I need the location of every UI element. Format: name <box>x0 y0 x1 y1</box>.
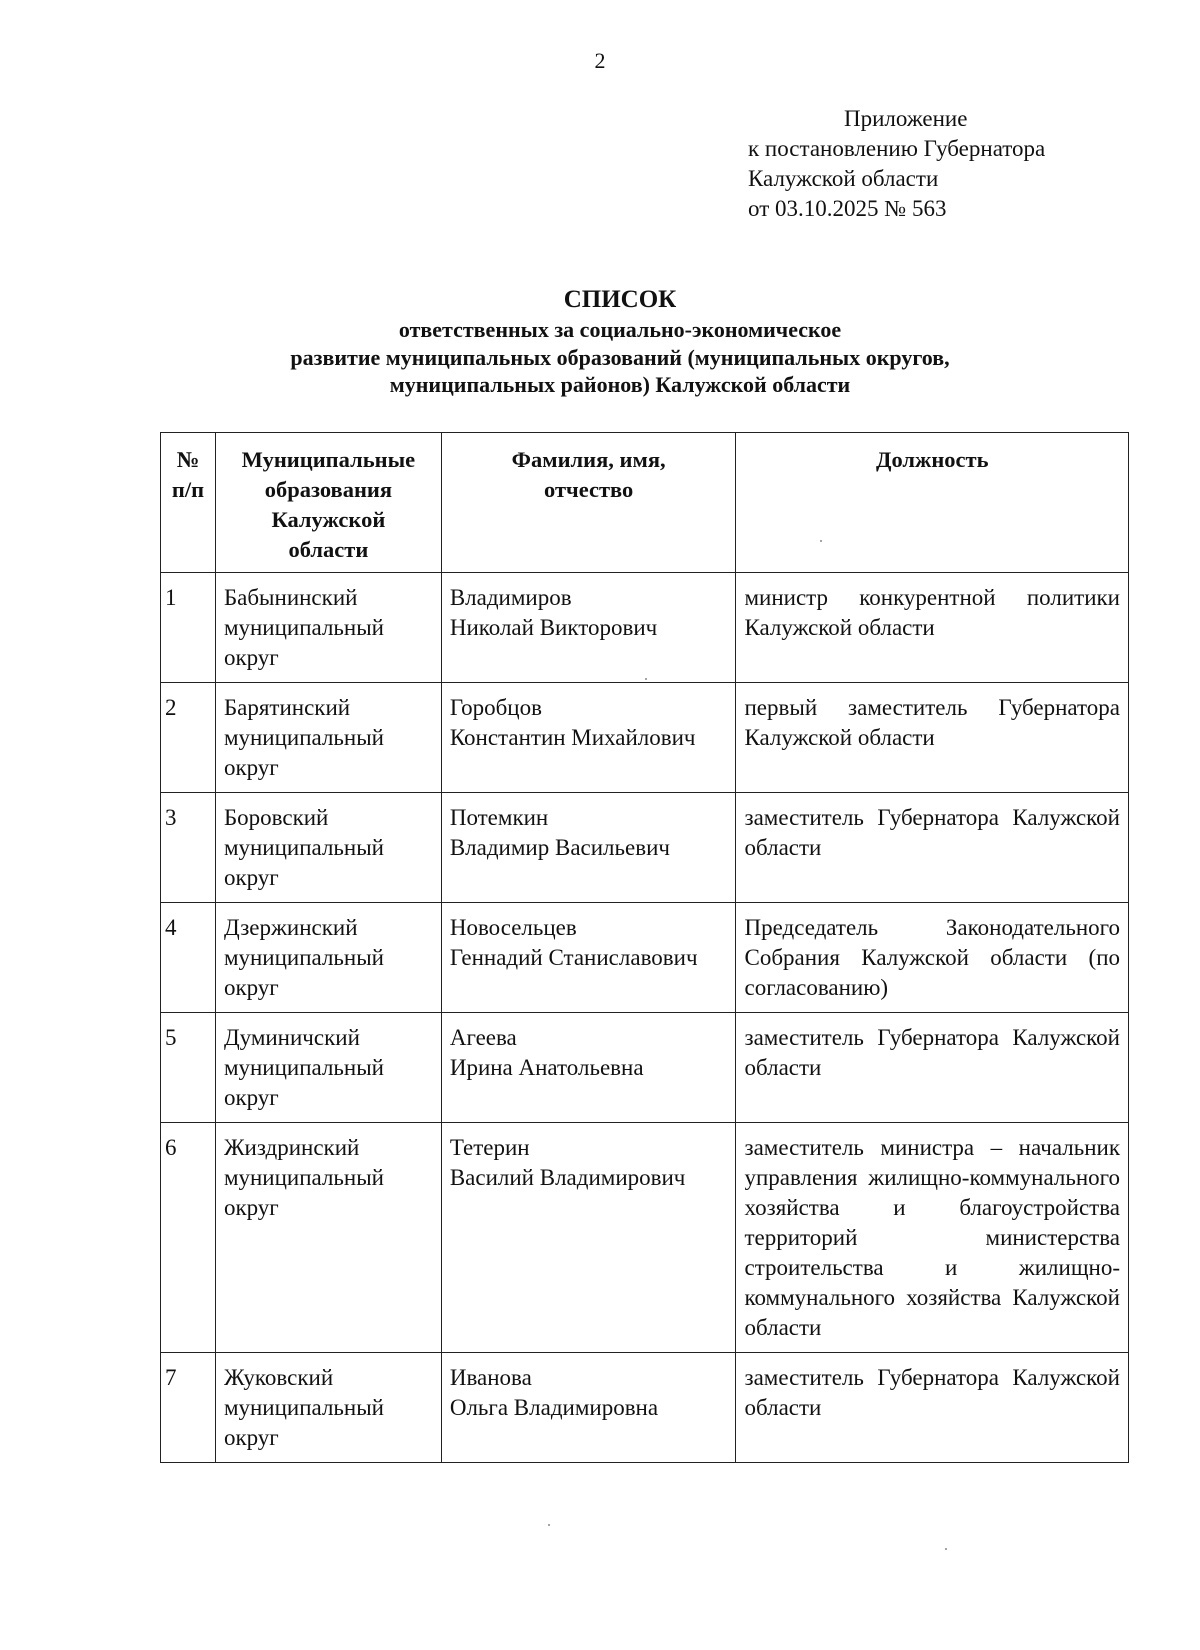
row-municipality: Жуковский муниципальный округ <box>215 1353 441 1463</box>
row-name: Владимиров Николай Викторович <box>441 573 736 683</box>
scan-speck <box>945 1548 947 1550</box>
row-municipality: Думиничский муниципальный округ <box>215 1013 441 1123</box>
row-position: министр конкурентной политики Калужской области <box>736 573 1129 683</box>
row-position: заместитель Губернатора Калужской области <box>736 1013 1129 1123</box>
row-position: заместитель министра – начальник управления жилищно-коммунального хозяйства и благоустройства территорий министерства строительства и жилищно-коммунального хозяйства Калужской области <box>736 1123 1129 1353</box>
row-position: заместитель Губернатора Калужской области <box>736 1353 1129 1463</box>
table-row <box>161 1123 1129 1353</box>
header-position: Должность <box>736 433 1129 573</box>
title-sub-line-3: муниципальных районов) Калужской области <box>389 372 851 397</box>
row-num: 7 <box>161 1353 216 1463</box>
row-municipality: Жиздринский муниципальный округ <box>215 1123 441 1353</box>
page-number: 2 <box>594 48 606 73</box>
row-num: 6 <box>161 1123 216 1353</box>
row-position: Председатель Законодательного Собрания Калужской области (по согласованию) <box>736 903 1129 1013</box>
row-municipality: Боровский муниципальный округ <box>215 793 441 903</box>
header-num: № п/п <box>161 433 216 573</box>
table-row <box>161 573 1129 683</box>
row-municipality: Бабынинский муниципальный округ <box>215 573 441 683</box>
row-name: Новосельцев Геннадий Станиславович <box>441 903 736 1013</box>
appendix-line-4: от 03.10.2025 № 563 <box>748 196 947 221</box>
row-name: Потемкин Владимир Васильевич <box>441 793 736 903</box>
row-num: 1 <box>161 573 216 683</box>
title-main: СПИСОК <box>563 286 677 313</box>
row-position: заместитель Губернатора Калужской области <box>736 793 1129 903</box>
row-num: 3 <box>161 793 216 903</box>
scan-speck <box>548 1524 550 1526</box>
row-municipality: Дзержинский муниципальный округ <box>215 903 441 1013</box>
row-name: Агеева Ирина Анатольевна <box>441 1013 736 1123</box>
row-num: 2 <box>161 683 216 793</box>
appendix-line-2: к постановлению Губернатора <box>748 136 1046 161</box>
row-name: Горобцов Константин Михайлович <box>441 683 736 793</box>
row-num: 5 <box>161 1013 216 1123</box>
row-num: 4 <box>161 903 216 1013</box>
table-header-row <box>161 433 1129 573</box>
header-municipality: Муниципальные образования Калужской области <box>215 433 441 573</box>
table-row <box>161 683 1129 793</box>
row-name: Тетерин Василий Владимирович <box>441 1123 736 1353</box>
table-row <box>161 1353 1129 1463</box>
appendix-header <box>748 104 1045 224</box>
row-name: Иванова Ольга Владимировна <box>441 1353 736 1463</box>
responsibles-table <box>160 432 1129 1463</box>
appendix-line-1: Приложение <box>844 106 968 131</box>
document-title <box>0 284 1200 399</box>
title-sub-line-1: ответственных за социально-экономическое <box>398 317 842 342</box>
table-row <box>161 903 1129 1013</box>
table-row <box>161 793 1129 903</box>
row-municipality: Барятинский муниципальный округ <box>215 683 441 793</box>
table-row <box>161 1013 1129 1123</box>
appendix-line-3: Калужской области <box>748 166 939 191</box>
scan-speck <box>820 540 822 542</box>
header-name: Фамилия, имя, отчество <box>441 433 736 573</box>
title-sub-line-2: развитие муниципальных образований (муниципальных округов, <box>290 344 950 370</box>
row-position: первый заместитель Губернатора Калужской области <box>736 683 1129 793</box>
scan-speck <box>645 678 647 680</box>
